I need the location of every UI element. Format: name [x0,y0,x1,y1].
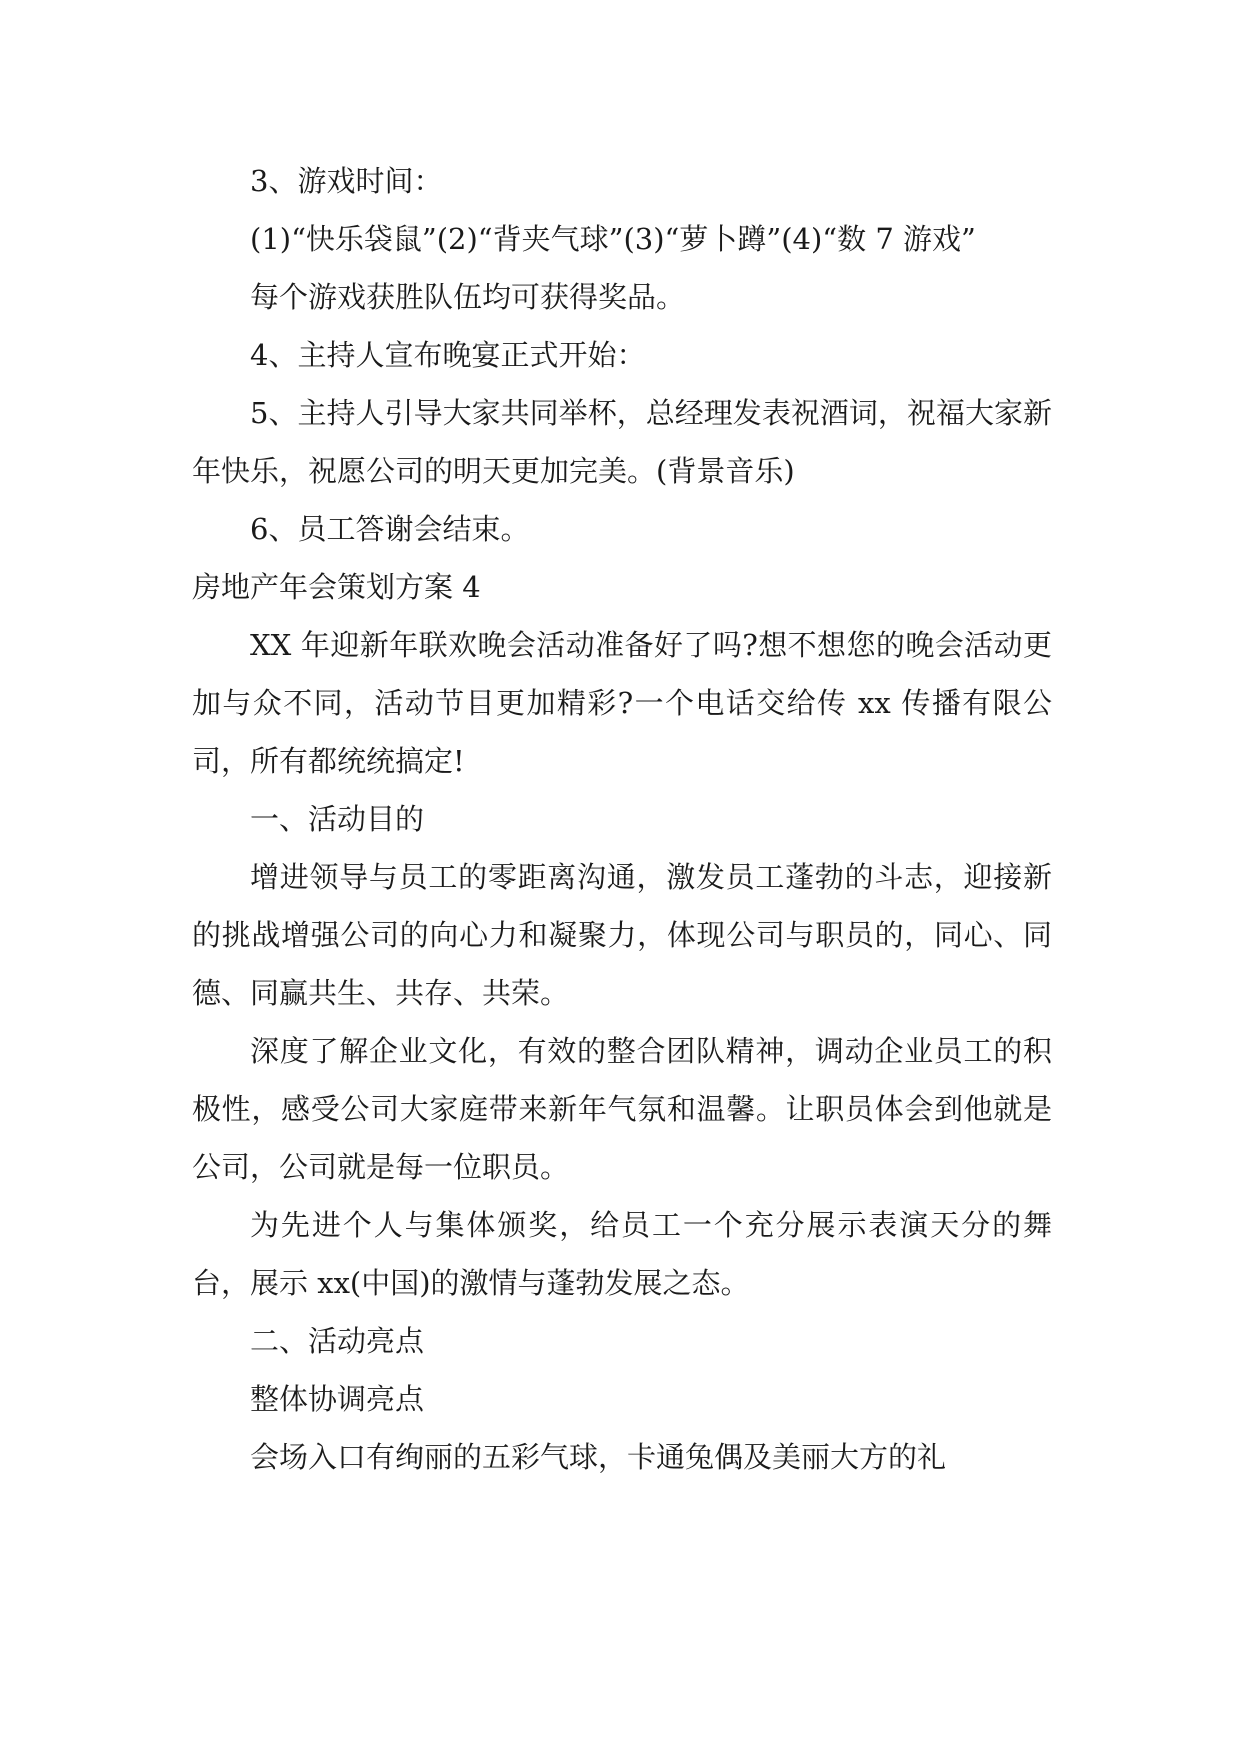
subheading-overall: 整体协调亮点 [250,1382,425,1416]
paragraph-venue: 会场入口有绚丽的五彩气球，卡通兔偶及美丽大方的礼 [250,1440,947,1474]
paragraph-intro: XX 年迎新年联欢晚会活动准备好了吗?想不想您的晚会活动更加与众不同，活动节目更加精彩?一个电话交给传 xx 传播有限公司，所有都统统搞定! [192,628,1052,778]
paragraph-purpose-1: 增进领导与员工的零距离沟通，激发员工蓬勃的斗志，迎接新的挑战增强公司的向心力和凝聚力，体现公司与职员的，同心、同德、同赢共生、共存、共荣。 [192,860,1052,1010]
paragraph-end: 6、员工答谢会结束。 [250,512,530,546]
document-body [192,152,1052,1486]
paragraph-purpose-2: 深度了解企业文化，有效的整合团队精神，调动企业员工的积极性，感受公司大家庭带来新年气氛和温馨。让职员体会到他就是公司，公司就是每一位职员。 [192,1034,1052,1184]
subheading-highlights: 二、活动亮点 [250,1324,425,1358]
paragraph-game-time: 3、游戏时间： [250,164,443,198]
paragraph-prize: 每个游戏获胜队伍均可获得奖品。 [250,280,686,314]
section-title: 房地产年会策划方案 4 [192,570,481,604]
paragraph-host-announce: 4、主持人宣布晚宴正式开始： [250,338,646,372]
subheading-purpose: 一、活动目的 [250,802,425,836]
paragraph-game-list: (1)“快乐袋鼠”(2)“背夹气球”(3)“萝卜蹲”(4)“数 7 游戏” [250,222,976,256]
paragraph-toast: 5、主持人引导大家共同举杯，总经理发表祝酒词，祝福大家新年快乐，祝愿公司的明天更加完美。(背景音乐) [192,396,1052,488]
paragraph-purpose-3: 为先进个人与集体颁奖，给员工一个充分展示表演天分的舞台，展示 xx(中国)的激情与蓬勃发展之态。 [192,1208,1052,1300]
